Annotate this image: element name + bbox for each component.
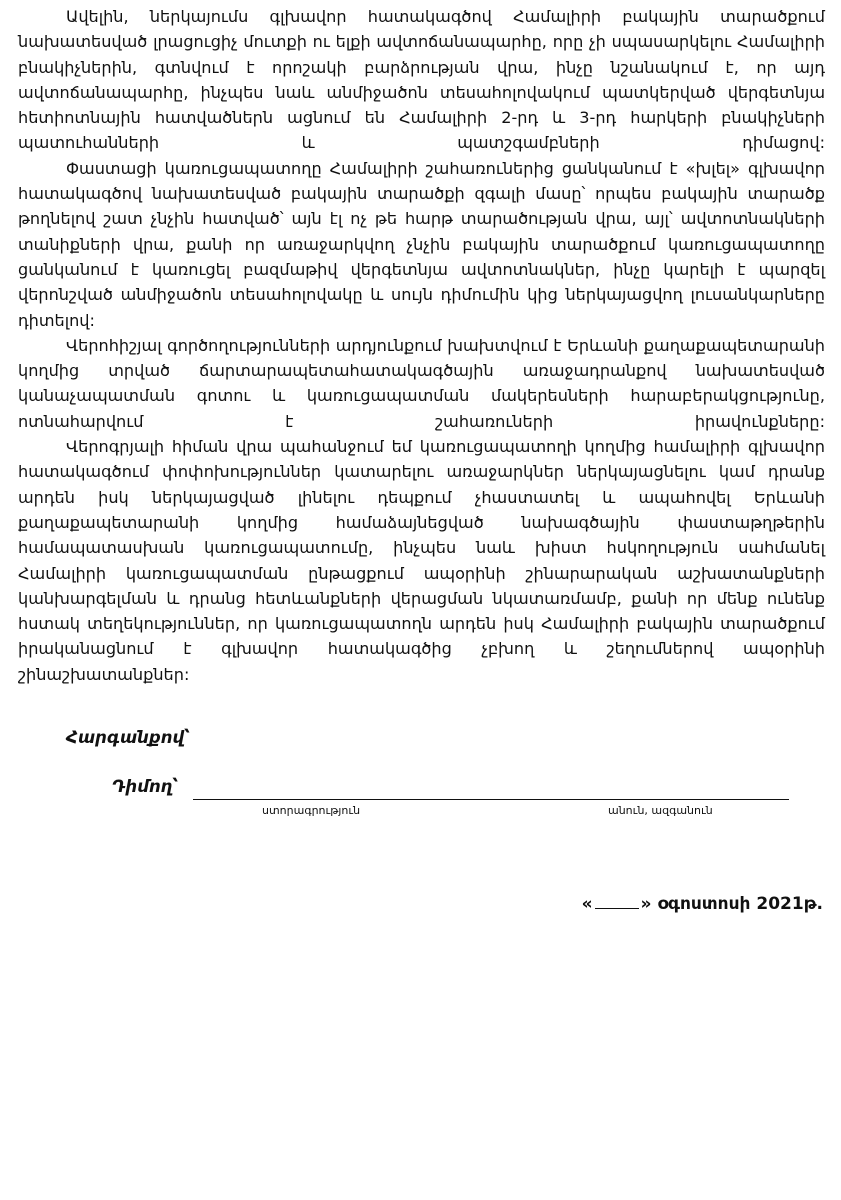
paragraph-1: Ավելին, ներկայումս գլխավոր հատակագծով Համալիրի բակային տարածքում նախատեսված լրացուցիչ մուտքի ու ելքի ավտոճանապարհը, որը չի սպասարկելու Համալիրի բնակիչներին, գտնվում է որոշակի բարձրության վրա, ինչը նշանակում է, որ այդ ավտոճանապարհը, ինչպես նաև անմիջածոն տեսահոլովակում պատկերված վերգետնյա հետիոտնային հատվածներն ացնում են Համալիրի 2-րդ և 3-րդ հարկերի բնակիչների պատուհանների և պատշգամբների դիմացով: <box>18 7 825 153</box>
paragraph-4: Վերոգրյալի հիման վրա պահանջում եմ կառուցապատողի կողմից համալիրի գլխավոր հատակագծում փոփոխություններ կատարելու առաջարկներ ներկայացնելու կամ դրանք արդեն իսկ ներկայացված լինելու դեպքում չհաստատել և ապահովել Երևանի քաղաքապետարանի կողմից համաձայնեցված նախագծային փաստաթղթերին համապատասխան կառուցապատումը, ինչպես նաև խիստ հսկողություն սահմանել Համալիրի կառուցապատման ընթացքում ապօրինի շինարարական աշխատանքների կանխարգելման և դրանց հետևանքների վերացման նկատառմամբ, քանի որ մենք ունենք հստակ տեղեկություններ, որ կառուցապատողն արդեն իսկ Համալիրի բակային տարածքում իրականացնում է գլխավոր հատակագծից չբխող և շեղումներով ապօրինի շինաշխատանքներ: <box>18 437 825 684</box>
date-open-quote: « <box>581 894 593 914</box>
paragraph-3: Վերոհիշյալ գործողությունների արդյունքում խախտվում է Երևանի քաղաքապետարանի կողմից տրված ճարտարապետահատակագծային առաջադրանքով նախատեսված կանաչապատման գոտու և կառուցապատման մակերեսների հարաբերակցությունը, ոտնահարվում է շահառուների իրավունքները: <box>18 335 825 431</box>
date-line <box>582 894 823 914</box>
applicant-label: Դիմող՝ <box>112 777 179 796</box>
date-month-year: » օգոստոսի 2021թ. <box>640 894 823 914</box>
closing-salutation: Հարգանքով՝ <box>66 728 190 747</box>
date-blank-day <box>595 894 639 909</box>
paragraph-2: Փաստացի կառուցապատողը Համալիրի շահառուներից ցանկանում է «խլել» գլխավոր հատակագծով նախատեսված բակային տարածքի զգալի մասը՝ որպես բակային տարածք թողնելով շատ չնչին հատված՝ այն էլ ոչ թե հարթ տարածության վրա, այլ՝ ավտոտնակների տանիքների վրա, քանի որ առաջարկվող չնչին բակային տարածքում կառուցապատողը ցանկանում է կառուցել բազմաթիվ վերգետնյա ավտոտնակներ, ինչը կարելի է պարզել վերոնշված անմիջածոն տեսահոլովակը և սույն դիմումին կից ներկայացվող լուսանկարները դիտելով: <box>18 158 825 330</box>
signature-line <box>193 799 789 800</box>
letter-body <box>18 4 825 687</box>
signature-caption: ստորագրություն <box>262 804 361 817</box>
name-caption: անուն, ազգանուն <box>608 804 713 817</box>
